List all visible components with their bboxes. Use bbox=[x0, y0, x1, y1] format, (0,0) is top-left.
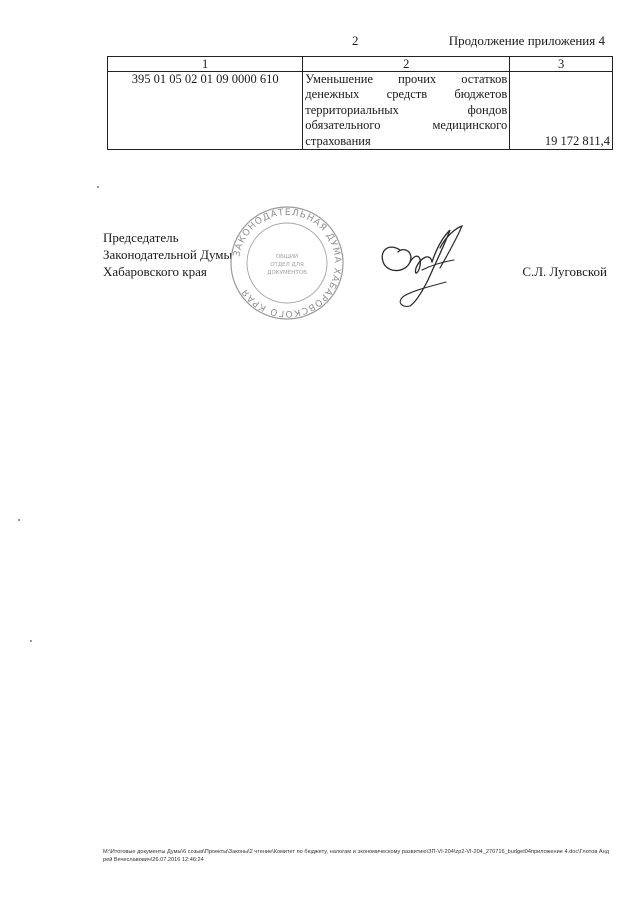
handwritten-signature bbox=[370, 222, 470, 312]
continuation-label: Продолжение приложения 4 bbox=[448, 33, 605, 48]
table-header-row bbox=[108, 57, 613, 72]
svg-text:ОБЩИЙ: ОБЩИЙ bbox=[275, 254, 299, 260]
file-path-footer: M:\Итоговые документы Думы\6 созыв\Проекты\Законы\2 чтение\Комитет по бюджету, налогам и экономическому развитию\ЗП-VI-204\zp2-VI-204_270716_budget04приложение 4.doc\Глотов Андрей Вячеславович\26.07.2016 12:46:24 bbox=[103, 849, 609, 863]
name-line: обязательного медицинского bbox=[305, 118, 508, 133]
scan-speck bbox=[97, 186, 99, 188]
chairman-title bbox=[103, 229, 232, 280]
table-row bbox=[108, 72, 613, 150]
budget-name-cell bbox=[303, 72, 510, 150]
title-line: Хабаровского края bbox=[103, 264, 207, 279]
column-header-3: 3 bbox=[510, 57, 613, 72]
title-line: Законодательной Думы bbox=[103, 247, 233, 262]
title-line: Председатель bbox=[103, 230, 179, 245]
stamp-ring-text: ЗАКОНОДАТЕЛЬНАЯ ДУМА ХАБАРОВСКОГО КРАЯ bbox=[232, 207, 343, 319]
name-line: страхования bbox=[305, 133, 371, 148]
column-header-1: 1 bbox=[108, 57, 303, 72]
svg-text:ДОКУМЕНТОВ: ДОКУМЕНТОВ bbox=[267, 270, 307, 276]
signer-name: С.Л. Луговской bbox=[522, 264, 607, 279]
amount-cell: 19 172 811,4 bbox=[510, 72, 613, 150]
official-stamp bbox=[228, 204, 346, 322]
budget-table bbox=[107, 56, 613, 150]
name-line: территориальных фондов bbox=[305, 102, 508, 117]
scan-speck bbox=[30, 640, 32, 642]
name-line: денежных средств бюджетов bbox=[305, 87, 508, 102]
svg-text:ОТДЕЛ ДЛЯ: ОТДЕЛ ДЛЯ bbox=[270, 262, 304, 268]
scan-speck bbox=[18, 519, 20, 521]
name-line: Уменьшение прочих остатков bbox=[305, 72, 508, 86]
page-number: 2 bbox=[352, 33, 359, 48]
column-header-2: 2 bbox=[303, 57, 510, 72]
budget-code-cell: 395 01 05 02 01 09 0000 610 bbox=[108, 72, 303, 150]
